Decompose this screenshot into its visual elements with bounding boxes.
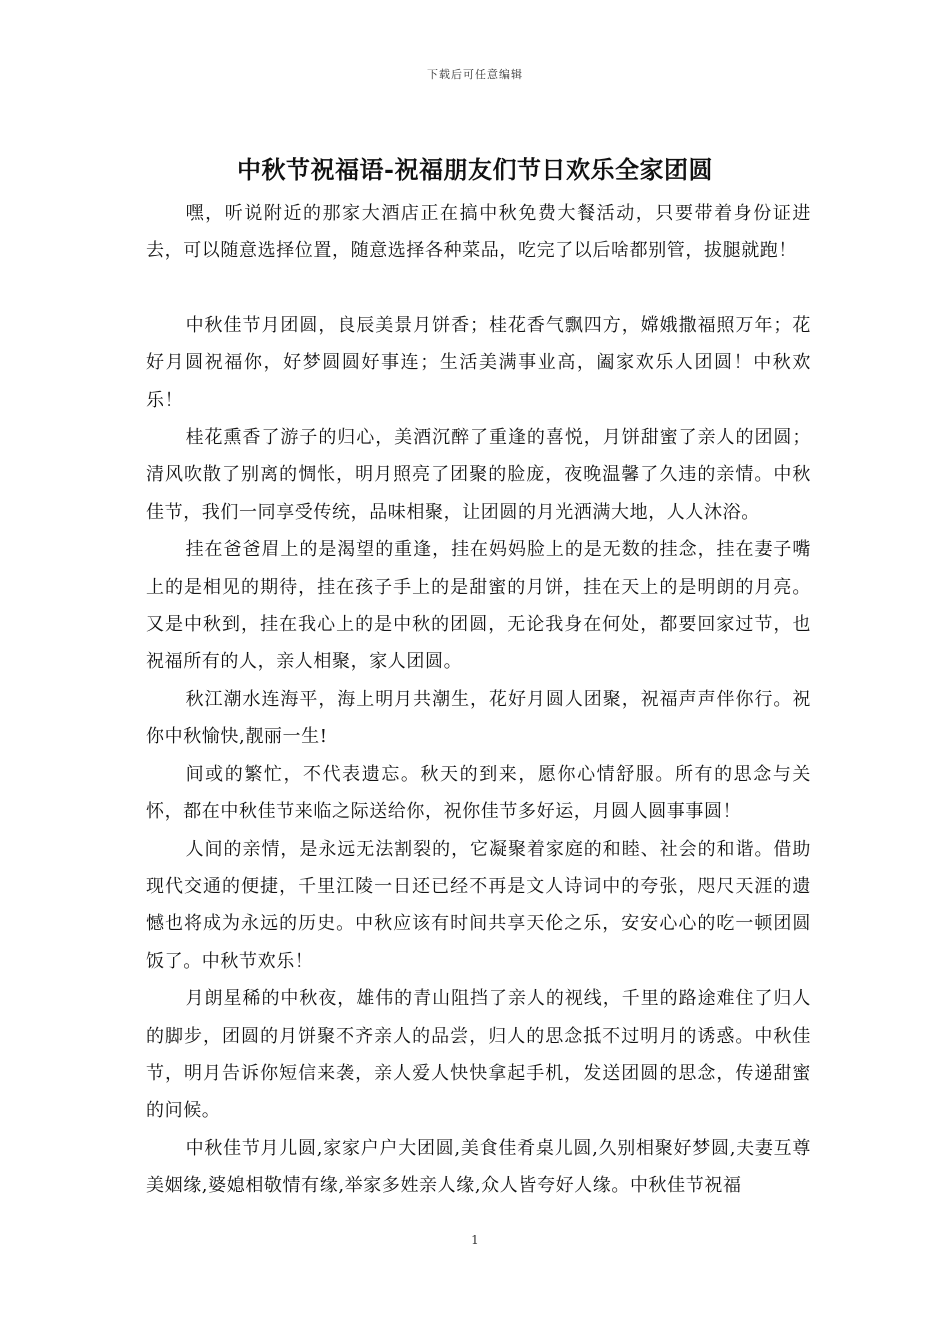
paragraph: 间或的繁忙，不代表遗忘。秋天的到来，愿你心情舒服。所有的思念与关怀，都在中秋佳节来临之际送给你，祝你佳节多好运，月圆人圆事事圆！ bbox=[146, 763, 811, 823]
document-title: 中秋节祝福语-祝福朋友们节日欢乐全家团圆 bbox=[237, 155, 713, 184]
paragraph: 桂花熏香了游子的归心，美酒沉醉了重逢的喜悦，月饼甜蜜了亲人的团圆；清风吹散了别离的惆怅，明月照亮了团聚的脸庞，夜晚温馨了久违的亲情。中秋佳节，我们一同享受传统，品味相聚，让团圆的月光洒满大地，人人沐浴。 bbox=[146, 427, 811, 523]
paragraph: 秋江潮水连海平，海上明月共潮生，花好月圆人团聚，祝福声声伴你行。祝你中秋愉快,靓丽一生! bbox=[146, 688, 811, 748]
paragraph: 人间的亲情，是永远无法割裂的，它凝聚着家庭的和睦、社会的和谐。借助现代交通的便捷，千里江陵一日还已经不再是文人诗词中的夸张，咫尺天涯的遗憾也将成为永远的历史。中秋应该有时间共享天伦之乐，安安心心的吃一顿团圆饭了。中秋节欢乐！ bbox=[146, 838, 811, 972]
paragraph: 中秋佳节月团圆，良辰美景月饼香；桂花香气飘四方，嫦娥撒福照万年；花好月圆祝福你，好梦圆圆好事连；生活美满事业高，阖家欢乐人团圆！中秋欢乐！ bbox=[146, 314, 811, 411]
blank-line bbox=[146, 270, 811, 307]
paragraph: 挂在爸爸眉上的是渴望的重逢，挂在妈妈脸上的是无数的挂念，挂在妻子嘴上的是相见的期待，挂在孩子手上的是甜蜜的月饼，挂在天上的是明朗的月亮。又是中秋到，挂在我心上的是中秋的团圆，无论我身在何处，都要回家过节，也祝福所有的人，亲人相聚，家人团圆。 bbox=[146, 539, 811, 673]
document-body bbox=[146, 195, 811, 1205]
header-note: 下载后可任意编辑 bbox=[427, 68, 523, 81]
paragraph: 中秋佳节月儿圆,家家户户大团圆,美食佳肴桌儿圆,久别相聚好梦圆,夫妻互尊美姻缘,婆媳相敬情有缘,举家多姓亲人缘,众人皆夸好人缘。中秋佳节祝福 bbox=[146, 1137, 811, 1197]
page-number: 1 bbox=[471, 1233, 479, 1247]
paragraph: 月朗星稀的中秋夜，雄伟的青山阻挡了亲人的视线，千里的路途难住了归人的脚步，团圆的月饼聚不齐亲人的品尝，归人的思念抵不过明月的诱惑。中秋佳节，明月告诉你短信来袭，亲人爱人快快拿起手机，发送团圆的思念，传递甜蜜的问候。 bbox=[146, 988, 811, 1122]
paragraph: 嘿，听说附近的那家大酒店正在搞中秋免费大餐活动，只要带着身份证进去，可以随意选择位置，随意选择各种菜品，吃完了以后啥都别管，拔腿就跑！ bbox=[146, 203, 811, 262]
